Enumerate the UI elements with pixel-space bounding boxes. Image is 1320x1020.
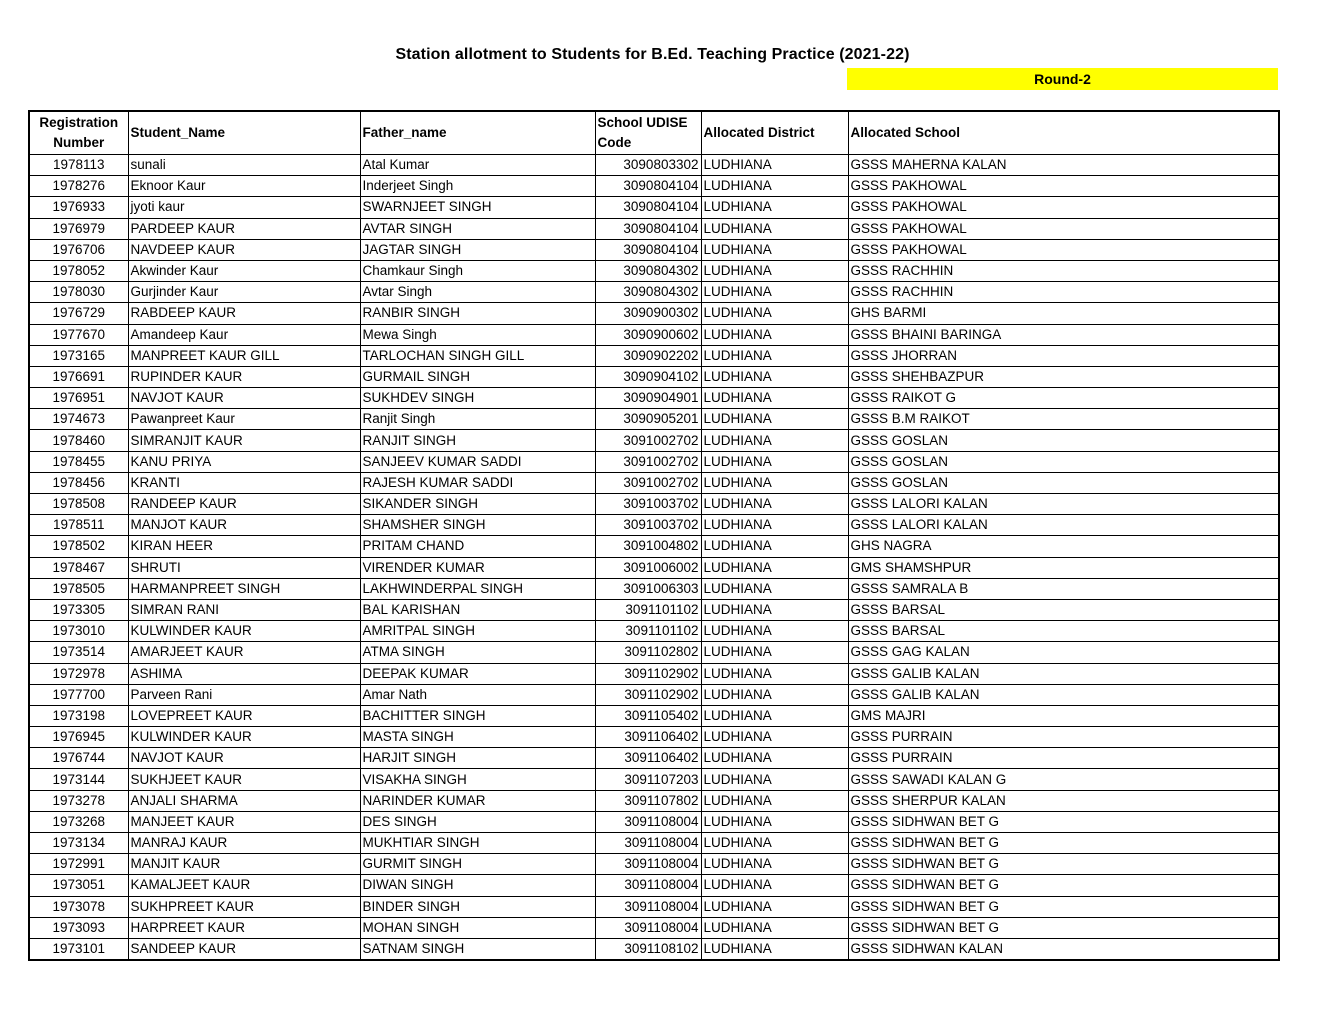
cell-registration-number: 1978460: [29, 430, 128, 451]
table-row: [29, 917, 1279, 938]
cell-registration-number: 1978505: [29, 578, 128, 599]
cell-father-name: Mewa Singh: [360, 324, 595, 345]
cell-student-name: HARMANPREET SINGH: [128, 578, 360, 599]
cell-student-name: Parveen Rani: [128, 684, 360, 705]
cell-allocated-school: GSSS PAKHOWAL: [848, 197, 1279, 218]
cell-udise-code: 3091108004: [595, 917, 701, 938]
table-row: [29, 472, 1279, 493]
cell-allocated-school: GSSS GAG KALAN: [848, 642, 1279, 663]
cell-udise-code: 3091108102: [595, 938, 701, 960]
round-label: Round-2: [847, 68, 1278, 90]
cell-udise-code: 3091102902: [595, 663, 701, 684]
cell-student-name: Pawanpreet Kaur: [128, 409, 360, 430]
cell-student-name: MANPREET KAUR GILL: [128, 345, 360, 366]
cell-udise-code: 3091002702: [595, 430, 701, 451]
cell-registration-number: 1976744: [29, 748, 128, 769]
cell-udise-code: 3090804302: [595, 260, 701, 281]
cell-allocated-district: LUDHIANA: [701, 769, 848, 790]
cell-registration-number: 1978502: [29, 536, 128, 557]
cell-allocated-district: LUDHIANA: [701, 833, 848, 854]
table-row: [29, 557, 1279, 578]
header-allocated-district: Allocated District: [701, 111, 848, 155]
cell-registration-number: 1976979: [29, 218, 128, 239]
cell-allocated-district: LUDHIANA: [701, 811, 848, 832]
cell-registration-number: 1976691: [29, 366, 128, 387]
cell-student-name: KULWINDER KAUR: [128, 621, 360, 642]
table-row: [29, 705, 1279, 726]
cell-registration-number: 1977700: [29, 684, 128, 705]
table-row: [29, 769, 1279, 790]
header-udise-code: [595, 111, 701, 155]
cell-registration-number: 1978467: [29, 557, 128, 578]
cell-udise-code: 3091102902: [595, 684, 701, 705]
cell-student-name: Gurjinder Kaur: [128, 282, 360, 303]
cell-registration-number: 1973278: [29, 790, 128, 811]
cell-registration-number: 1973514: [29, 642, 128, 663]
cell-udise-code: 3091105402: [595, 705, 701, 726]
header-reg-line2: Number: [53, 135, 105, 150]
header-registration-number: [29, 111, 128, 155]
cell-student-name: ANJALI SHARMA: [128, 790, 360, 811]
cell-father-name: BACHITTER SINGH: [360, 705, 595, 726]
cell-student-name: MANJOT KAUR: [128, 515, 360, 536]
cell-allocated-school: GSSS RACHHIN: [848, 260, 1279, 281]
header-reg-line1: Registration: [39, 115, 119, 130]
cell-allocated-school: GSSS GALIB KALAN: [848, 663, 1279, 684]
cell-allocated-district: LUDHIANA: [701, 366, 848, 387]
cell-father-name: Atal Kumar: [360, 155, 595, 176]
cell-student-name: KRANTI: [128, 472, 360, 493]
cell-registration-number: 1973144: [29, 769, 128, 790]
cell-allocated-school: GSSS PURRAIN: [848, 727, 1279, 748]
cell-udise-code: 3090902202: [595, 345, 701, 366]
cell-registration-number: 1973010: [29, 621, 128, 642]
cell-udise-code: 3090900302: [595, 303, 701, 324]
table-row: [29, 324, 1279, 345]
cell-allocated-school: GSSS LALORI KALAN: [848, 494, 1279, 515]
cell-allocated-district: LUDHIANA: [701, 260, 848, 281]
cell-father-name: NARINDER KUMAR: [360, 790, 595, 811]
cell-udise-code: 3090804302: [595, 282, 701, 303]
cell-allocated-school: GSSS BARSAL: [848, 599, 1279, 620]
cell-allocated-school: GSSS SAMRALA B: [848, 578, 1279, 599]
cell-father-name: MASTA SINGH: [360, 727, 595, 748]
cell-registration-number: 1976951: [29, 388, 128, 409]
cell-udise-code: 3090804104: [595, 218, 701, 239]
cell-udise-code: 3091006002: [595, 557, 701, 578]
table-row: [29, 536, 1279, 557]
cell-father-name: SATNAM SINGH: [360, 938, 595, 960]
cell-allocated-district: LUDHIANA: [701, 155, 848, 176]
cell-allocated-school: GSSS PAKHOWAL: [848, 176, 1279, 197]
cell-allocated-district: LUDHIANA: [701, 917, 848, 938]
cell-student-name: Amandeep Kaur: [128, 324, 360, 345]
table-row: [29, 663, 1279, 684]
cell-udise-code: 3091102802: [595, 642, 701, 663]
cell-allocated-district: LUDHIANA: [701, 557, 848, 578]
cell-allocated-school: GSSS GOSLAN: [848, 451, 1279, 472]
cell-allocated-school: GSSS PURRAIN: [848, 748, 1279, 769]
cell-registration-number: 1978113: [29, 155, 128, 176]
cell-father-name: GURMAIL SINGH: [360, 366, 595, 387]
table-row: [29, 197, 1279, 218]
cell-allocated-district: LUDHIANA: [701, 515, 848, 536]
cell-allocated-district: LUDHIANA: [701, 705, 848, 726]
cell-father-name: BAL KARISHAN: [360, 599, 595, 620]
cell-student-name: SUKHJEET KAUR: [128, 769, 360, 790]
cell-allocated-district: LUDHIANA: [701, 324, 848, 345]
table-row: [29, 642, 1279, 663]
cell-registration-number: 1974673: [29, 409, 128, 430]
cell-allocated-school: GSSS SIDHWAN BET G: [848, 854, 1279, 875]
cell-father-name: SANJEEV KUMAR SADDI: [360, 451, 595, 472]
cell-registration-number: 1978455: [29, 451, 128, 472]
cell-udise-code: 3091106402: [595, 727, 701, 748]
cell-father-name: SWARNJEET SINGH: [360, 197, 595, 218]
cell-allocated-school: GSSS SIDHWAN BET G: [848, 833, 1279, 854]
table-row: [29, 388, 1279, 409]
cell-udise-code: 3091107203: [595, 769, 701, 790]
cell-udise-code: 3091101102: [595, 599, 701, 620]
table-row: [29, 218, 1279, 239]
cell-student-name: SANDEEP KAUR: [128, 938, 360, 960]
cell-father-name: VIRENDER KUMAR: [360, 557, 595, 578]
cell-allocated-district: LUDHIANA: [701, 684, 848, 705]
cell-allocated-district: LUDHIANA: [701, 621, 848, 642]
cell-student-name: RANDEEP KAUR: [128, 494, 360, 515]
cell-student-name: HARPREET KAUR: [128, 917, 360, 938]
cell-student-name: MANJIT KAUR: [128, 854, 360, 875]
cell-allocated-school: GSSS GOSLAN: [848, 430, 1279, 451]
table-row: [29, 366, 1279, 387]
cell-allocated-district: LUDHIANA: [701, 176, 848, 197]
cell-registration-number: 1973268: [29, 811, 128, 832]
header-allocated-school: Allocated School: [848, 111, 1279, 155]
cell-student-name: RABDEEP KAUR: [128, 303, 360, 324]
cell-allocated-school: GSSS JHORRAN: [848, 345, 1279, 366]
cell-allocated-school: GSSS SIDHWAN KALAN: [848, 938, 1279, 960]
cell-allocated-district: LUDHIANA: [701, 282, 848, 303]
cell-udise-code: 3091106402: [595, 748, 701, 769]
cell-allocated-district: LUDHIANA: [701, 388, 848, 409]
cell-registration-number: 1973165: [29, 345, 128, 366]
cell-udise-code: 3091002702: [595, 451, 701, 472]
cell-father-name: RANBIR SINGH: [360, 303, 595, 324]
cell-allocated-school: GSSS BARSAL: [848, 621, 1279, 642]
cell-registration-number: 1976729: [29, 303, 128, 324]
table-row: [29, 684, 1279, 705]
cell-registration-number: 1978276: [29, 176, 128, 197]
cell-allocated-school: GSSS SIDHWAN BET G: [848, 875, 1279, 896]
cell-udise-code: 3091002702: [595, 472, 701, 493]
cell-registration-number: 1976945: [29, 727, 128, 748]
cell-udise-code: 3090904901: [595, 388, 701, 409]
cell-father-name: AMRITPAL SINGH: [360, 621, 595, 642]
cell-father-name: Inderjeet Singh: [360, 176, 595, 197]
cell-student-name: ASHIMA: [128, 663, 360, 684]
cell-udise-code: 3090803302: [595, 155, 701, 176]
table-row: [29, 345, 1279, 366]
table-row: [29, 578, 1279, 599]
cell-allocated-school: GSSS B.M RAIKOT: [848, 409, 1279, 430]
cell-registration-number: 1973305: [29, 599, 128, 620]
cell-registration-number: 1978456: [29, 472, 128, 493]
cell-udise-code: 3091107802: [595, 790, 701, 811]
table-row: [29, 282, 1279, 303]
cell-allocated-district: LUDHIANA: [701, 896, 848, 917]
cell-registration-number: 1973093: [29, 917, 128, 938]
allotment-table: [28, 110, 1280, 961]
cell-registration-number: 1973101: [29, 938, 128, 960]
cell-father-name: RAJESH KUMAR SADDI: [360, 472, 595, 493]
cell-allocated-district: LUDHIANA: [701, 536, 848, 557]
cell-allocated-school: GSSS PAKHOWAL: [848, 239, 1279, 260]
cell-student-name: jyoti kaur: [128, 197, 360, 218]
cell-udise-code: 3090804104: [595, 197, 701, 218]
table-row: [29, 599, 1279, 620]
header-student-name: Student_Name: [128, 111, 360, 155]
table-row: [29, 239, 1279, 260]
table-row: [29, 938, 1279, 960]
table-row: [29, 303, 1279, 324]
cell-allocated-district: LUDHIANA: [701, 218, 848, 239]
cell-udise-code: 3090804104: [595, 176, 701, 197]
cell-student-name: KAMALJEET KAUR: [128, 875, 360, 896]
table-row: [29, 515, 1279, 536]
cell-father-name: AVTAR SINGH: [360, 218, 595, 239]
table-row: [29, 155, 1279, 176]
cell-student-name: Akwinder Kaur: [128, 260, 360, 281]
cell-udise-code: 3090804104: [595, 239, 701, 260]
cell-allocated-school: GSSS SAWADI KALAN G: [848, 769, 1279, 790]
cell-father-name: SUKHDEV SINGH: [360, 388, 595, 409]
cell-student-name: sunali: [128, 155, 360, 176]
cell-student-name: MANRAJ KAUR: [128, 833, 360, 854]
cell-registration-number: 1973051: [29, 875, 128, 896]
cell-udise-code: 3091003702: [595, 515, 701, 536]
cell-allocated-district: LUDHIANA: [701, 494, 848, 515]
cell-registration-number: 1977670: [29, 324, 128, 345]
cell-registration-number: 1976706: [29, 239, 128, 260]
cell-allocated-school: GSSS SIDHWAN BET G: [848, 896, 1279, 917]
table-row: [29, 811, 1279, 832]
header-father-name: Father_name: [360, 111, 595, 155]
cell-registration-number: 1978052: [29, 260, 128, 281]
cell-student-name: PARDEEP KAUR: [128, 218, 360, 239]
cell-allocated-district: LUDHIANA: [701, 472, 848, 493]
cell-allocated-district: LUDHIANA: [701, 790, 848, 811]
cell-allocated-district: LUDHIANA: [701, 430, 848, 451]
table-row: [29, 748, 1279, 769]
cell-student-name: AMARJEET KAUR: [128, 642, 360, 663]
cell-father-name: DES SINGH: [360, 811, 595, 832]
cell-allocated-district: LUDHIANA: [701, 748, 848, 769]
cell-father-name: GURMIT SINGH: [360, 854, 595, 875]
cell-udise-code: 3090900602: [595, 324, 701, 345]
cell-udise-code: 3091108004: [595, 854, 701, 875]
cell-father-name: TARLOCHAN SINGH GILL: [360, 345, 595, 366]
cell-allocated-district: LUDHIANA: [701, 409, 848, 430]
cell-father-name: SHAMSHER SINGH: [360, 515, 595, 536]
cell-allocated-school: GSSS SIDHWAN BET G: [848, 811, 1279, 832]
table-row: [29, 621, 1279, 642]
cell-father-name: SIKANDER SINGH: [360, 494, 595, 515]
cell-allocated-district: LUDHIANA: [701, 854, 848, 875]
cell-allocated-school: GMS SHAMSHPUR: [848, 557, 1279, 578]
cell-allocated-district: LUDHIANA: [701, 727, 848, 748]
table-row: [29, 451, 1279, 472]
table-header-row: [29, 111, 1279, 155]
cell-student-name: LOVEPREET KAUR: [128, 705, 360, 726]
cell-father-name: Avtar Singh: [360, 282, 595, 303]
table-row: [29, 430, 1279, 451]
cell-father-name: JAGTAR SINGH: [360, 239, 595, 260]
cell-allocated-district: LUDHIANA: [701, 663, 848, 684]
cell-allocated-district: LUDHIANA: [701, 197, 848, 218]
table-row: [29, 790, 1279, 811]
cell-father-name: Ranjit Singh: [360, 409, 595, 430]
cell-allocated-school: GSSS GOSLAN: [848, 472, 1279, 493]
cell-registration-number: 1973078: [29, 896, 128, 917]
cell-allocated-district: LUDHIANA: [701, 451, 848, 472]
cell-student-name: SUKHPREET KAUR: [128, 896, 360, 917]
header-udise-line1: School UDISE: [597, 115, 688, 130]
document-title: Station allotment to Students for B.Ed. Teaching Practice (2021-22): [395, 46, 910, 63]
table-row: [29, 896, 1279, 917]
cell-father-name: DIWAN SINGH: [360, 875, 595, 896]
cell-student-name: KANU PRIYA: [128, 451, 360, 472]
cell-allocated-school: GSSS PAKHOWAL: [848, 218, 1279, 239]
cell-allocated-district: LUDHIANA: [701, 578, 848, 599]
cell-registration-number: 1978511: [29, 515, 128, 536]
cell-udise-code: 3091006303: [595, 578, 701, 599]
cell-student-name: NAVDEEP KAUR: [128, 239, 360, 260]
cell-udise-code: 3090904102: [595, 366, 701, 387]
cell-udise-code: 3091101102: [595, 621, 701, 642]
cell-father-name: PRITAM CHAND: [360, 536, 595, 557]
cell-registration-number: 1973198: [29, 705, 128, 726]
cell-allocated-school: GHS NAGRA: [848, 536, 1279, 557]
cell-father-name: BINDER SINGH: [360, 896, 595, 917]
cell-registration-number: 1972978: [29, 663, 128, 684]
table-row: [29, 727, 1279, 748]
cell-allocated-district: LUDHIANA: [701, 345, 848, 366]
cell-allocated-school: GHS BARMI: [848, 303, 1279, 324]
cell-registration-number: 1978508: [29, 494, 128, 515]
cell-allocated-district: LUDHIANA: [701, 303, 848, 324]
table-body: [29, 155, 1279, 961]
cell-father-name: Amar Nath: [360, 684, 595, 705]
cell-registration-number: 1978030: [29, 282, 128, 303]
cell-allocated-school: GSSS RAIKOT G: [848, 388, 1279, 409]
cell-allocated-school: GMS MAJRI: [848, 705, 1279, 726]
cell-father-name: DEEPAK KUMAR: [360, 663, 595, 684]
cell-allocated-school: GSSS BHAINI BARINGA: [848, 324, 1279, 345]
cell-allocated-district: LUDHIANA: [701, 599, 848, 620]
cell-allocated-school: GSSS RACHHIN: [848, 282, 1279, 303]
cell-student-name: SIMRANJIT KAUR: [128, 430, 360, 451]
cell-allocated-district: LUDHIANA: [701, 875, 848, 896]
cell-student-name: KIRAN HEER: [128, 536, 360, 557]
cell-udise-code: 3091108004: [595, 833, 701, 854]
cell-registration-number: 1972991: [29, 854, 128, 875]
table-row: [29, 409, 1279, 430]
cell-allocated-district: LUDHIANA: [701, 938, 848, 960]
cell-father-name: ATMA SINGH: [360, 642, 595, 663]
cell-allocated-district: LUDHIANA: [701, 239, 848, 260]
cell-udise-code: 3091003702: [595, 494, 701, 515]
cell-udise-code: 3091004802: [595, 536, 701, 557]
cell-registration-number: 1976933: [29, 197, 128, 218]
table-row: [29, 854, 1279, 875]
cell-registration-number: 1973134: [29, 833, 128, 854]
table-row: [29, 833, 1279, 854]
table-row: [29, 260, 1279, 281]
cell-udise-code: 3090905201: [595, 409, 701, 430]
cell-allocated-school: GSSS SHEHBAZPUR: [848, 366, 1279, 387]
cell-student-name: Eknoor Kaur: [128, 176, 360, 197]
cell-allocated-school: GSSS SHERPUR KALAN: [848, 790, 1279, 811]
cell-father-name: MOHAN SINGH: [360, 917, 595, 938]
table-row: [29, 494, 1279, 515]
cell-student-name: KULWINDER KAUR: [128, 727, 360, 748]
table-row: [29, 176, 1279, 197]
cell-father-name: RANJIT SINGH: [360, 430, 595, 451]
cell-allocated-district: LUDHIANA: [701, 642, 848, 663]
cell-father-name: Chamkaur Singh: [360, 260, 595, 281]
cell-udise-code: 3091108004: [595, 896, 701, 917]
cell-allocated-school: GSSS MAHERNA KALAN: [848, 155, 1279, 176]
cell-student-name: NAVJOT KAUR: [128, 388, 360, 409]
cell-father-name: MUKHTIAR SINGH: [360, 833, 595, 854]
cell-udise-code: 3091108004: [595, 811, 701, 832]
header-udise-line2: Code: [597, 135, 632, 150]
cell-student-name: SIMRAN RANI: [128, 599, 360, 620]
cell-allocated-school: GSSS GALIB KALAN: [848, 684, 1279, 705]
cell-allocated-school: GSSS LALORI KALAN: [848, 515, 1279, 536]
table-row: [29, 875, 1279, 896]
cell-student-name: SHRUTI: [128, 557, 360, 578]
cell-student-name: RUPINDER KAUR: [128, 366, 360, 387]
cell-student-name: NAVJOT KAUR: [128, 748, 360, 769]
cell-student-name: MANJEET KAUR: [128, 811, 360, 832]
cell-udise-code: 3091108004: [595, 875, 701, 896]
cell-allocated-school: GSSS SIDHWAN BET G: [848, 917, 1279, 938]
cell-father-name: VISAKHA SINGH: [360, 769, 595, 790]
cell-father-name: LAKHWINDERPAL SINGH: [360, 578, 595, 599]
cell-father-name: HARJIT SINGH: [360, 748, 595, 769]
